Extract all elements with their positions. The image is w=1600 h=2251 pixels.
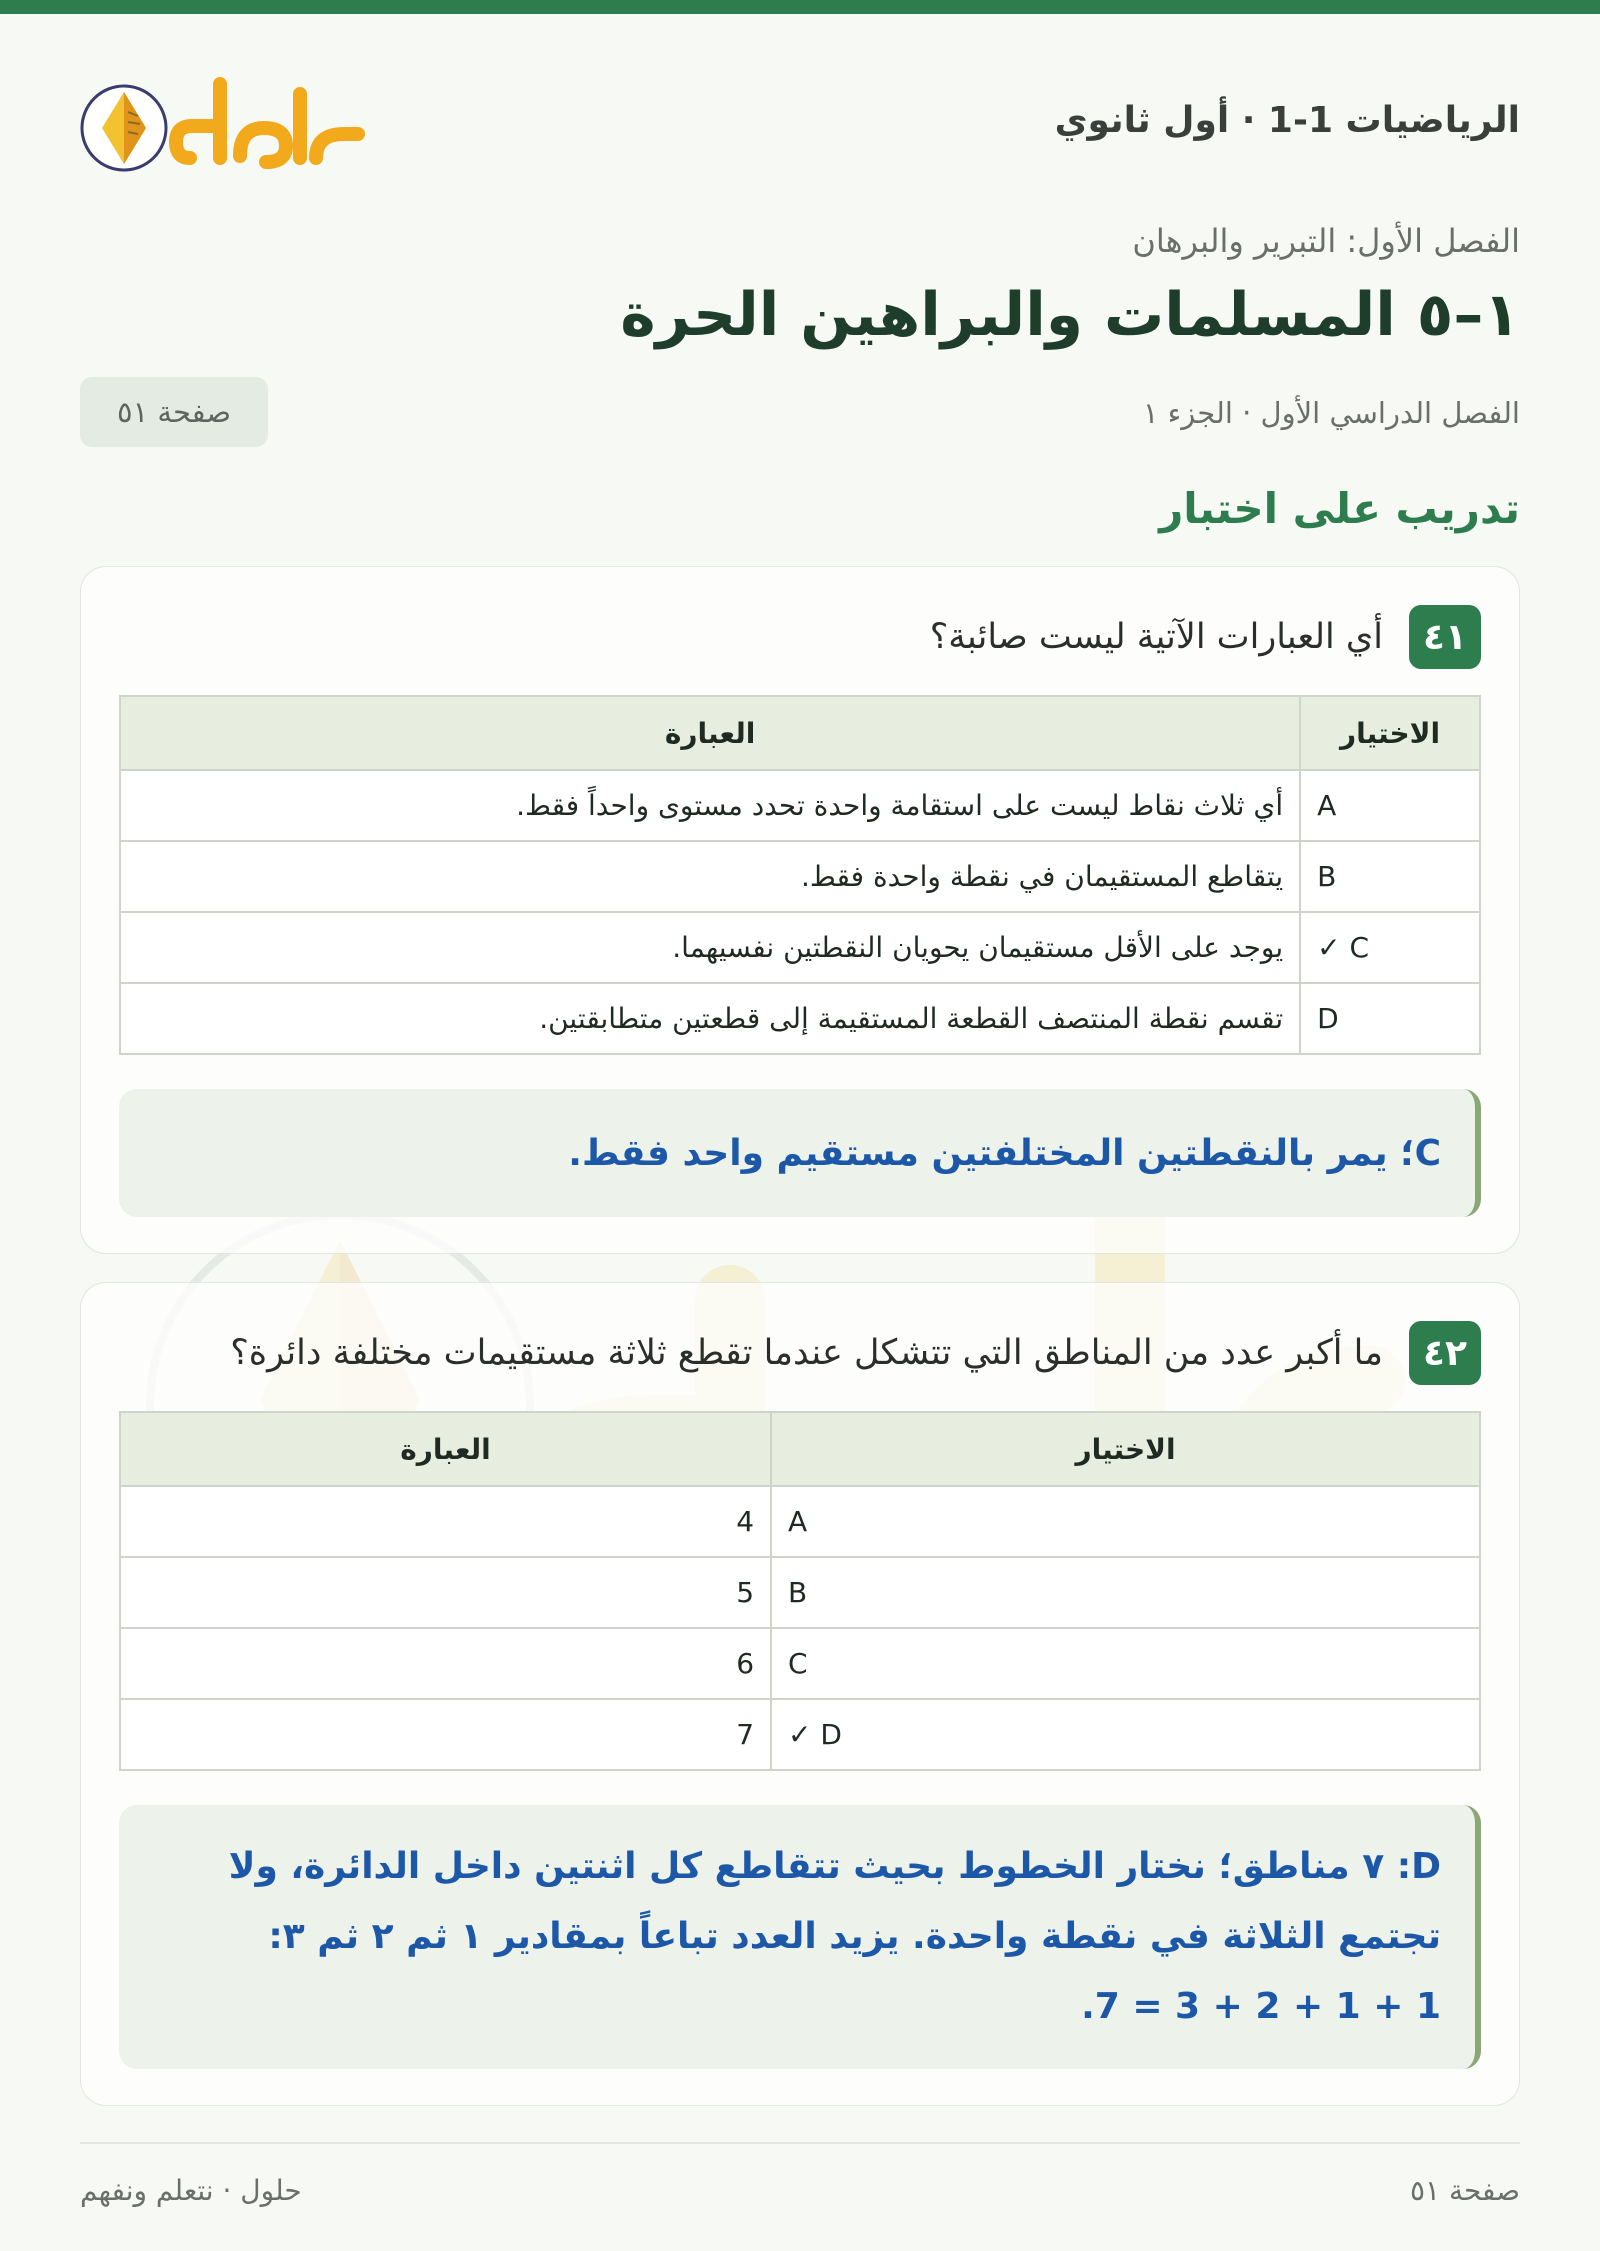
- question-card-41: [80, 566, 1520, 1254]
- statement-cell: 4: [120, 1486, 771, 1557]
- page-badge: صفحة ٥١: [80, 377, 268, 447]
- statement-cell: يوجد على الأقل مستقيمان يحويان النقطتين نفسيهما.: [120, 912, 1300, 983]
- lesson-title: ١–٥ المسلمات والبراهين الحرة: [620, 280, 1520, 350]
- book-title: الرياضيات 1-1 · أول ثانوي: [1054, 100, 1520, 141]
- table-row: [120, 1628, 1480, 1699]
- question-card-42: [80, 1282, 1520, 2106]
- table-row: [120, 912, 1480, 983]
- statement-cell: 7: [120, 1699, 771, 1770]
- statement-cell: تقسم نقطة المنتصف القطعة المستقيمة إلى قطعتين متطابقتين.: [120, 983, 1300, 1054]
- choice-cell: A: [771, 1486, 1480, 1557]
- statement-cell: 6: [120, 1628, 771, 1699]
- table-row: [120, 1699, 1480, 1770]
- page-header: [80, 66, 1520, 176]
- column-header-statement: العبارة: [120, 1412, 771, 1486]
- question-number-badge: ٤١: [1409, 605, 1481, 669]
- answer-line: تجتمع الثلاثة في نقطة واحدة. يزيد العدد تباعاً بمقادير ١ ثم ٢ ثم ٣:: [268, 1916, 1441, 1957]
- answer-box: [119, 1089, 1481, 1217]
- semester-label: الفصل الدراسي الأول · الجزء ١: [1142, 396, 1520, 430]
- table-header-row: [120, 1412, 1480, 1486]
- options-table: [119, 1411, 1481, 1771]
- top-accent-bar: [0, 0, 1600, 14]
- column-header-choice: الاختيار: [771, 1412, 1480, 1486]
- statement-cell: 5: [120, 1557, 771, 1628]
- table-header-row: [120, 696, 1480, 770]
- table-row: [120, 770, 1480, 841]
- question-text: ما أكبر عدد من المناطق التي تتشكل عندما تقطع ثلاثة مستقيمات مختلفة دائرة؟: [230, 1333, 1383, 1373]
- answer-line: D: ٧ مناطق؛ نختار الخطوط بحيث تتقاطع كل اثنتين داخل الدائرة، ولا: [228, 1846, 1441, 1887]
- choice-cell: D: [1300, 983, 1480, 1054]
- answer-box: [119, 1805, 1481, 2069]
- footer-divider: [80, 2142, 1520, 2144]
- column-header-choice: الاختيار: [1300, 696, 1480, 770]
- question-number-badge: ٤٢: [1409, 1321, 1481, 1385]
- column-header-statement: العبارة: [120, 696, 1300, 770]
- hulul-logo: [80, 66, 370, 176]
- choice-cell: B: [771, 1557, 1480, 1628]
- footer-page-number: صفحة ٥١: [1409, 2174, 1520, 2207]
- table-row: [120, 1557, 1480, 1628]
- question-text: أي العبارات الآتية ليست صائبة؟: [929, 617, 1383, 657]
- answer-text: C؛ يمر بالنقطتين المختلفتين مستقيم واحد فقط.: [568, 1132, 1441, 1174]
- choice-cell: C ✓: [1300, 912, 1480, 983]
- choice-cell: C: [771, 1628, 1480, 1699]
- choice-cell: D ✓: [771, 1699, 1480, 1770]
- chapter-label: الفصل الأول: التبرير والبرهان: [1132, 222, 1520, 260]
- statement-cell: أي ثلاث نقاط ليست على استقامة واحدة تحدد مستوى واحداً فقط.: [120, 770, 1300, 841]
- section-heading: تدريب على اختبار: [1159, 484, 1520, 533]
- choice-cell: B: [1300, 841, 1480, 912]
- options-table: [119, 695, 1481, 1055]
- footer-brand: حلول · نتعلم ونفهم: [80, 2174, 302, 2207]
- table-row: [120, 983, 1480, 1054]
- table-row: [120, 1486, 1480, 1557]
- answer-line: 1 + 1 + 2 + 3 = 7.: [1081, 1986, 1441, 2027]
- statement-cell: يتقاطع المستقيمان في نقطة واحدة فقط.: [120, 841, 1300, 912]
- table-row: [120, 841, 1480, 912]
- choice-cell: A: [1300, 770, 1480, 841]
